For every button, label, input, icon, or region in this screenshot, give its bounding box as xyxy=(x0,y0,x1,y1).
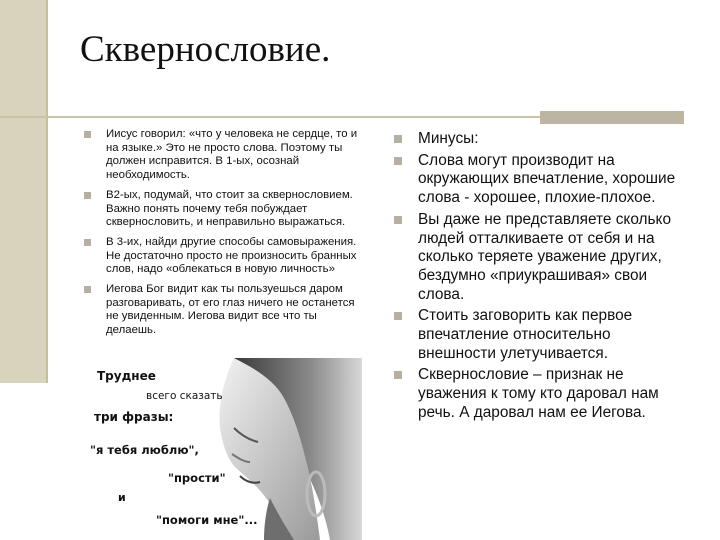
square-bullet-icon xyxy=(84,286,91,293)
list-item xyxy=(84,236,366,277)
list-item-text: В2-ых, подумай, что стоит за сквернословием. Важно понять почему тебя побуждает сквернословить, и неправильно выражаться. xyxy=(106,188,353,229)
list-item xyxy=(84,128,366,183)
list-item-text: Минусы: xyxy=(418,130,479,147)
square-bullet-icon xyxy=(84,192,91,199)
right-bullet-list xyxy=(394,130,684,426)
list-item xyxy=(394,307,684,363)
accent-bar xyxy=(540,111,684,124)
photo-caption-line: Труднее xyxy=(97,369,156,383)
list-item-text: Стоить заговорить как первое впечатление относительно внешности улетучивается. xyxy=(418,307,633,362)
square-bullet-icon xyxy=(84,131,91,138)
photo-caption-line: "прости" xyxy=(168,471,226,485)
square-bullet-icon xyxy=(394,135,402,143)
photo-caption-line: "я тебя люблю", xyxy=(90,443,199,457)
list-item-text: В 3-их, найди другие способы самовыражения. Не достаточно просто не произносить бранных слов, надо «облекаться в новую личность» xyxy=(106,235,357,276)
photo-caption-line: три фразы: xyxy=(94,410,174,424)
list-item xyxy=(84,189,366,230)
square-bullet-icon xyxy=(394,312,402,320)
list-item-text: Иисус говорил: «что у человека не сердце, то и на языке.» Это не просто слова. Поэтому ты должен исправится. В 1-ых, осознай необходимость. xyxy=(106,128,358,182)
woman-photo xyxy=(84,358,362,540)
photo-caption-line: всего сказать xyxy=(146,390,223,402)
photo-caption-line: и xyxy=(118,491,126,504)
list-item xyxy=(394,211,684,305)
left-decorative-band xyxy=(0,0,46,383)
left-bullet-list xyxy=(84,128,366,344)
square-bullet-icon xyxy=(394,371,402,379)
list-item xyxy=(84,283,366,338)
photo-caption-line: "помоги мне"... xyxy=(156,513,258,527)
list-item xyxy=(394,366,684,422)
vertical-rule xyxy=(46,0,48,383)
list-item-text: Вы даже не представляете сколько людей отталкиваете от себя и на сколько теряете уважение других, бездумно «приукрашивая» свои слова. xyxy=(418,210,672,303)
square-bullet-icon xyxy=(394,216,402,224)
list-item-text: Иегова Бог видит как ты пользуешься даром разговаривать, от его глаз ничего не останется не увиденным. Иегова видит все что ты делаешь. xyxy=(106,283,355,337)
square-bullet-icon xyxy=(84,239,91,246)
list-item-text: Слова могут производит на окружающих впечатление, хорошие слова - хорошее, плохие-плохое. xyxy=(418,151,676,207)
square-bullet-icon xyxy=(394,157,402,165)
list-item xyxy=(394,130,684,149)
list-item-text: Сквернословие – признак не уважения к тому кто даровал нам речь. А даровал нам ее Иегова. xyxy=(418,366,659,421)
slide-title: Сквернословие. xyxy=(80,29,331,70)
list-item xyxy=(394,152,684,208)
